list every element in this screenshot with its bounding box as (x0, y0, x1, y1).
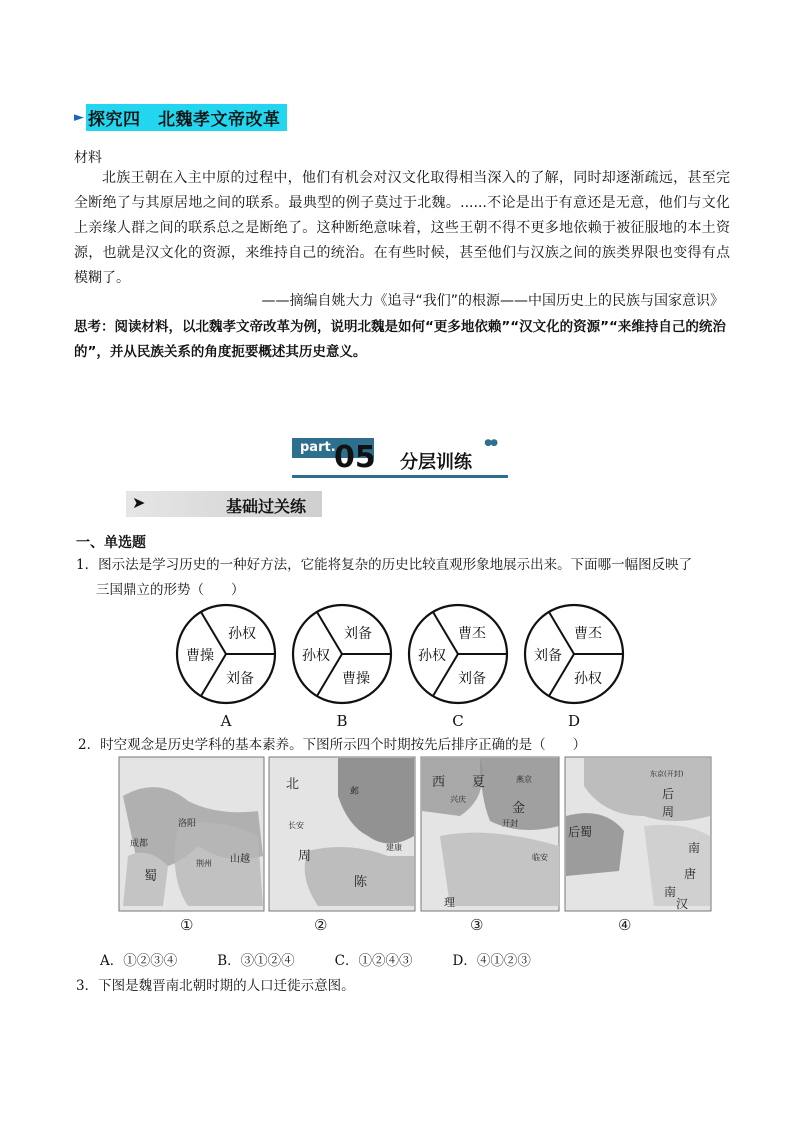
circle-diagram-d (525, 605, 623, 730)
part-number: 05 (334, 440, 376, 475)
question-3: 3．下图是魏晋南北朝时期的人口迁徙示意图。 (76, 978, 355, 994)
map-place: 西 (432, 775, 446, 790)
decor-dots-icon: ●● (484, 438, 496, 448)
label-top-right: 孙权 (228, 626, 256, 642)
circle-diagram-a (177, 605, 275, 730)
map-place: 兴庆 (450, 795, 466, 804)
single-choice-heading: 一、单选题 (76, 535, 146, 551)
circle-diagram-b (293, 605, 391, 730)
map-place: 开封 (502, 819, 518, 828)
map-place: 北 (286, 777, 300, 792)
label-top-right: 刘备 (344, 626, 372, 642)
material-text: 北族王朝在入主中原的过程中，他们有机会对汉文化取得相当深入的了解，同时却逐渐疏远，甚至完全断绝了与其原居地之间的联系。最典型的例子莫过于北魏。......不论是出于有意还是无意，他们与文化上亲缘人群之间的联系总之是断绝了。这种断绝意味着，这些王朝不得不更多地依赖于被征服地的本土资源，也就是汉文化的资源，来维持自己的统治。在有些时候，甚至他们与汉族之间的族类界限也变得有点模糊了。 (74, 170, 730, 286)
question-1-line1: 1．图示法是学习历史的一种好方法，它能将复杂的历史比较直观形象地展示出来。下面哪一幅图反映了 (76, 557, 693, 573)
map-place: 临安 (532, 853, 548, 862)
label-top-right: 曹丕 (574, 626, 602, 642)
map-3 (421, 757, 559, 911)
option-letter: C (452, 712, 464, 730)
question-2: 2．时空观念是历史学科的基本素养。下图所示四个时期按先后排序正确的是（ ） (78, 737, 587, 753)
map-place: 东京(开封) (650, 770, 684, 778)
basic-section-bar (126, 491, 322, 517)
map-label: ① (180, 916, 194, 934)
map-place: 后蜀 (568, 825, 593, 839)
question-2-options (100, 949, 531, 973)
map-place: 周 (298, 849, 312, 864)
map-place: 汉 (676, 897, 689, 911)
option-a: A．①②③④ (100, 953, 178, 969)
circle-diagram-c (409, 605, 507, 730)
map-1 (119, 757, 264, 911)
map-place: 蜀 (144, 869, 158, 884)
map-place: 周 (662, 805, 675, 819)
label-bottom-right: 曹操 (342, 671, 370, 687)
map-label: ③ (470, 916, 484, 934)
label-bottom-right: 孙权 (574, 671, 602, 687)
map-place: 唐 (684, 867, 697, 881)
history-maps (118, 756, 712, 936)
option-letter: A (220, 712, 232, 730)
label-left: 曹操 (186, 648, 214, 664)
map-place: 成都 (130, 839, 149, 849)
map-place: 陈 (354, 875, 368, 890)
map-place: 南 (664, 885, 677, 899)
map-4 (565, 757, 711, 911)
option-letter: D (567, 712, 581, 730)
material-label: 材料 (74, 150, 102, 166)
question-1-line2: 三国鼎立的形势（ ） (96, 582, 245, 598)
basic-section-title: 基础过关练 (226, 497, 307, 516)
label-left: 孙权 (302, 648, 330, 664)
map-place: 洛阳 (178, 819, 197, 829)
map-label: ② (314, 916, 328, 934)
thinking-question: 思考：阅读材料，以北魏孝文帝改革为例，说明北魏是如何“更多地依赖”“汉文化的资源”“来维持自己的统治的”，并从民族关系的角度扼要概述其历史意义。 (74, 319, 726, 360)
map-2 (269, 757, 415, 911)
map-place: 夏 (472, 775, 486, 790)
option-b: B．③①②④ (217, 953, 295, 969)
part-title: 分层训练 (400, 452, 472, 473)
label-left: 孙权 (418, 648, 446, 664)
section-heading (74, 104, 287, 130)
section-title: 探究四 北魏孝文帝改革 (86, 104, 287, 131)
option-d: D．④①②③ (452, 953, 531, 969)
map-place: 山越 (230, 854, 250, 865)
label-bottom-right: 刘备 (226, 671, 254, 687)
citation: ——摘编自姚大力《追寻“我们”的根源——中国历史上的民族与国家意识》 (261, 293, 724, 309)
map-place: 建康 (386, 843, 402, 852)
map-place: 荆州 (196, 859, 212, 868)
map-label: ④ (618, 916, 632, 934)
part-underline (292, 475, 508, 478)
label-bottom-right: 刘备 (458, 671, 486, 687)
map-place: 邺 (350, 787, 360, 797)
map-place: 理 (444, 896, 455, 909)
arrow-icon: ➤ (132, 493, 146, 512)
triangle-arrow-icon: ► (74, 109, 84, 125)
map-place: 后 (662, 787, 675, 801)
label-left: 刘备 (534, 648, 562, 664)
option-c: C．①②④③ (334, 953, 413, 969)
map-place: 长安 (288, 821, 304, 830)
map-place: 南 (688, 841, 701, 855)
part-tag: part. (292, 438, 374, 458)
map-place: 金 (512, 801, 526, 816)
three-kingdoms-diagrams (170, 602, 630, 732)
part-header (290, 436, 508, 478)
option-letter: B (336, 712, 348, 730)
map-place: 燕京 (516, 775, 532, 784)
label-top-right: 曹丕 (458, 626, 486, 642)
